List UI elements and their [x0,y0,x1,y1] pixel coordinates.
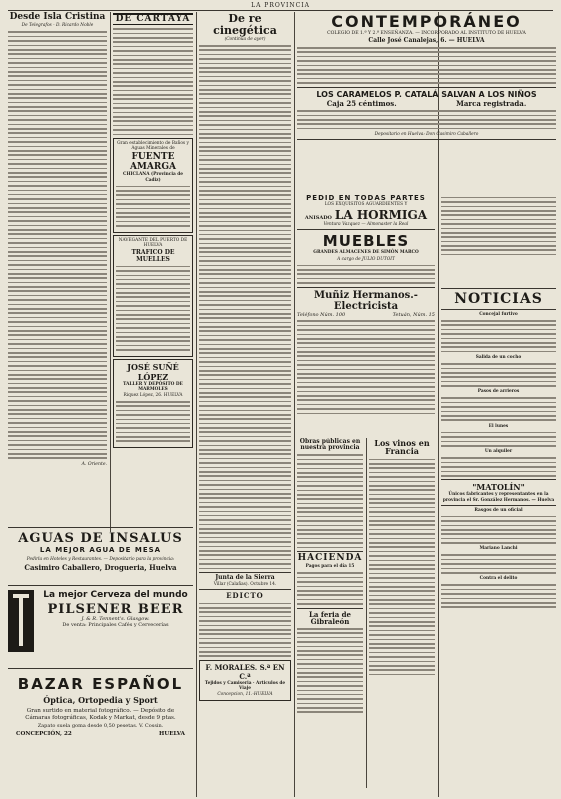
hormiga-foot: Ventura Vazquez — Almonaster la Real [323,222,409,228]
article-title: De re cinegética [213,12,277,37]
news-item-title: Concejal furtivo [479,312,518,317]
article-title: DE CARTAYA [113,13,193,25]
beer-agent: De venta: Principales Cafés y Cervecerías [62,622,169,629]
ads-hormiga-muebles [297,194,435,434]
ad-morales-addr: Concepcion, 11.-HUELVA [217,692,273,698]
munoz-phone: Teléfono Núm. 100 [297,311,346,318]
candy-title: LOS CARAMELOS P. CATALÁ SALVAN A LOS NIÑOS [316,89,537,99]
news-item-title: Mariano Lanchi [479,546,518,552]
beer-maker: J. & R. Tennent's. Glasgow. [81,616,150,622]
news-item-title: Contra el delito [479,576,518,582]
news-item-body [441,432,556,447]
feria-body [297,628,363,713]
bazar-address [16,731,185,737]
bazar-text: Gran surtido en material fotográfico. — Depósito de Cámaras fotográficas, Kodak y Markat, desde 9 ptas. [25,708,176,721]
masthead-title: LA PROVINCIA [251,2,310,9]
column-re-cinegetica [199,12,291,797]
obras-body [297,454,363,548]
article-body [8,31,107,458]
muebles-agent: A cargo de JULIO DUTOIT [337,256,395,262]
masthead [8,1,553,11]
vinos-body [369,459,435,676]
feria-title: La feria de Gibraleón [308,609,352,626]
ad-fuente-amarga [113,138,193,233]
article-title: Desde Isla Cristina [9,12,106,22]
ad-sune-place: Riquez López, 26. HUELVA [123,392,183,398]
college-title: CONTEMPORÁNEO [331,12,522,31]
college-subtitle: COLEGIO DE 1.ª Y 2.ª ENSEÑANZA. — INCORPORADO AL INSTITUTO DE HUELVA [327,31,526,36]
hormiga-brand [297,208,435,222]
news-item-body [441,554,556,573]
candy-price: Caja 25 céntimos. [326,98,397,108]
ad-insalus-line: Pedirla en Hoteles y Restaurantes. — Depositario para la provincia: [26,557,175,562]
hormiga-name: LA HORMIGA [334,208,428,223]
munoz-body [297,320,435,414]
bazar-foot: Zapato suela goma desde 0,50 pesetas. V. Cossin. [37,723,164,730]
news-item-title: Un alquiler [484,449,513,455]
news-item-title: Rasgos de un oficial [474,507,523,513]
ad-bazar-espanol [8,668,193,787]
beer-name: PILSENER BEER [47,602,184,617]
ad-insalus-agent: Casimiro Caballero, Drogueria, Huelva [24,563,177,573]
article-subtitle: (Continúa de ayer) [224,37,266,43]
ad-fuente-body [116,186,190,227]
matolin-sub: Únicos fabricantes y representantes en la provincia el Sr. González Hermanos. — Huelva [442,492,555,503]
column-noticias [441,286,556,786]
column-cartaya [113,12,193,524]
munoz-address: Tetuán, Núm. 15 [392,311,435,318]
vinos-title: Los vinos en Francia [374,438,430,457]
ad-morales-name: F. MORALES. S.ª EN C.ª [205,662,285,681]
bazar-subtitle: Óptica, Ortopedia y Sport [43,695,158,705]
ad-morales [199,660,291,702]
ad-insalus-title: AGUAS DE INSALUS [18,531,183,546]
ad-sune-name: JOSÉ SUÑÉ LÓPEZ [127,361,179,382]
column-right-upper [441,194,556,284]
column-rule [366,438,367,788]
news-item-body [441,397,556,421]
column-rule [294,12,295,797]
article-subtitle: De Telegrafos - D. Ricardo Noble [21,23,94,29]
ad-fuente-title: Gran establecimiento de Baños y Aguas Minerales de [117,141,189,152]
munoz-info [297,312,435,318]
matolin-title: "MATOLÍN" [472,482,525,493]
column-vinos-francia [369,438,435,788]
article-body [441,197,556,256]
hacienda-body [297,572,363,604]
obras-title: Obras públicas en nuestra provincia [299,438,361,452]
candy-agent: Depositario en Huelva: Don Casimiro Caballero [374,132,479,138]
bazar-title: BAZAR ESPAÑOL [17,675,184,693]
ad-trafico-title: NAVEGANTE DEL PUERTO DE HUELVA [118,237,188,248]
column-obras-publicas [297,438,363,788]
candy-body [297,110,556,129]
ad-pilsener-beer [8,588,193,668]
bazar-address-city: HUELVA [159,731,185,738]
college-address: Calle José Canalejas, 6. — HUELVA [368,37,485,45]
hacienda-title: HACIENDA [297,552,363,563]
news-title: NOTICIAS [454,291,543,307]
munoz-title: Muñiz Hermanos.-Electricista [314,289,418,312]
news-item-title: Pasos de arrieros [477,389,520,395]
beer-title: La mejor Cerveza del mundo [43,590,188,600]
ad-sune-sub: TALLER Y DEPÓSITO DE MARMOLES [123,381,183,392]
column-rule [196,12,197,797]
column-isla-cristina [8,12,107,592]
news-item-body [441,457,556,476]
hacienda-sub: Pagos para el día 15 [305,564,355,570]
notice-subtitle: Villar (Calañas). Octubre 14. [213,582,277,588]
news-item-title: El lunes [488,423,509,429]
ad-morales-sub: Tejidos y Camiseria · Articulos de Viaje [204,680,286,691]
news-item-title: Salida de un cocho [475,355,522,361]
news-item-body [441,516,556,544]
candy-registered: Marca registrada. [456,98,527,108]
article-body [199,45,291,569]
college-body [297,47,556,84]
ad-insalus-subtitle: LA MEJOR AGUA DE MESA [39,546,162,554]
article-body [113,28,193,135]
muebles-sub: GRANDES ALMACENES DE SIMÓN MARCO [313,250,419,256]
news-item-body [441,320,556,352]
article-signature: A. Oriente. [81,461,107,467]
news-item-body [441,584,556,608]
column-rule [110,12,111,532]
muebles-title: MUEBLES [322,232,410,251]
ad-insalus [8,527,193,586]
notice-title: Junta de la Sierra [215,573,275,581]
candy-price-row [297,99,556,108]
ad-fuente-name: FUENTE AMARGA [129,152,177,173]
ad-sune-lopez [113,359,193,448]
ad-trafico-muelles [113,235,193,357]
hormiga-prefix: ANISADO [304,215,332,222]
muebles-body [297,265,435,284]
hormiga-head: PEDID EN TODAS PARTES [306,194,426,202]
edicto-title: EDICTO [226,591,264,601]
hormiga-sub: LOS EXQUISITOS AGUARDIENTES Y [324,202,408,207]
ad-trafico-name: TRAFICO DE MUELLES [131,248,175,263]
bazar-address-street: CONCEPCIÓN, 22 [16,731,72,738]
ad-trafico-body [116,266,190,351]
beer-logo-block [8,590,34,652]
edicto-body [199,603,291,657]
ad-fuente-place: CHICLANA (Provincia de Cadiz) [123,172,183,183]
ad-sune-body [116,401,190,442]
news-item-body [441,363,556,387]
